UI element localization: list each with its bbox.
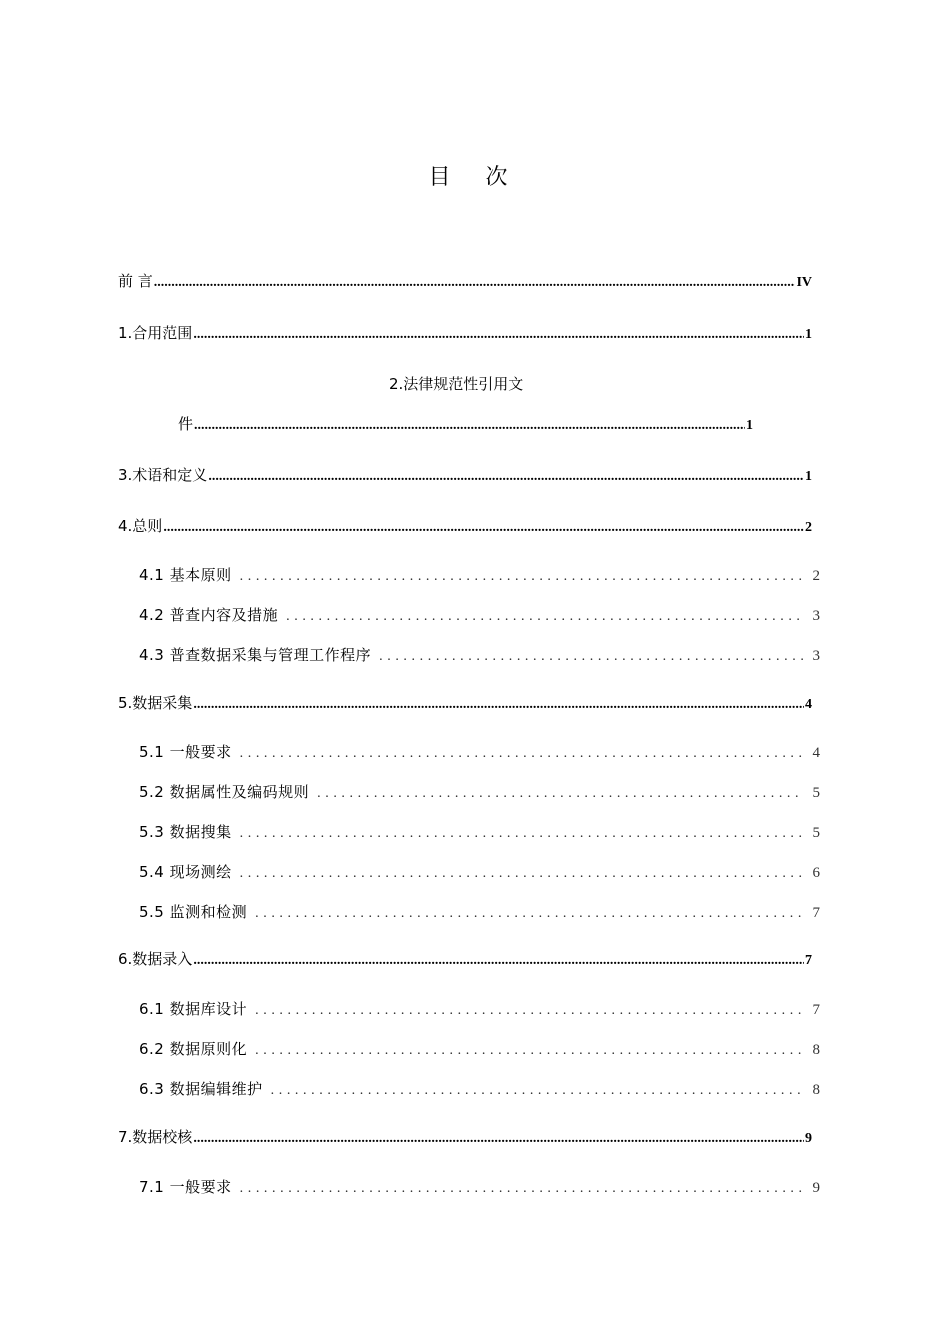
toc-entry-6-2[interactable]	[139, 1037, 820, 1061]
toc-label: 4.1 基本原则	[139, 566, 232, 584]
dot-leader	[194, 414, 745, 438]
dot-leader	[240, 565, 803, 589]
toc-entry-5[interactable]	[118, 691, 812, 715]
toc-page-number: 3	[812, 648, 820, 664]
toc-entry-5-4[interactable]	[139, 860, 820, 884]
toc-entry-5-5[interactable]	[139, 900, 820, 924]
dot-leader	[193, 1127, 804, 1151]
toc-label: 4.总则	[118, 517, 163, 535]
dot-leader	[255, 1039, 802, 1063]
toc-label: 1.合用范围	[118, 324, 193, 342]
toc-page-number: 1	[746, 418, 753, 433]
toc-entry-6[interactable]	[118, 947, 812, 971]
toc-entry-4[interactable]	[118, 514, 812, 538]
toc-page-number: 2	[812, 568, 820, 584]
toc-label: 5.4 现场测绘	[139, 863, 232, 881]
toc-label: 5.数据采集	[118, 694, 193, 712]
toc-page-number: IV	[796, 275, 812, 290]
toc-label: 5.5 监测和检测	[139, 903, 248, 921]
toc-entry-3[interactable]	[118, 463, 812, 487]
toc-label: 6.2 数据原则化	[139, 1040, 248, 1058]
dot-leader	[163, 516, 804, 540]
toc-page-number: 8	[812, 1082, 820, 1098]
toc-page-number: 4	[805, 697, 812, 712]
toc-label: 5.1 一般要求	[139, 743, 232, 761]
dot-leader	[379, 645, 802, 669]
dot-leader	[193, 949, 804, 973]
dot-leader	[271, 1079, 803, 1103]
toc-entry-5-2[interactable]	[139, 780, 820, 804]
toc-page-number: 8	[812, 1042, 820, 1058]
dot-leader	[286, 605, 802, 629]
dot-leader	[240, 822, 803, 846]
toc-page-number: 7	[805, 953, 812, 968]
toc-label: 6.3 数据编辑维护	[139, 1080, 263, 1098]
toc-entry-7[interactable]	[118, 1125, 812, 1149]
toc-entry-5-1[interactable]	[139, 740, 820, 764]
toc-page-number: 3	[812, 608, 820, 624]
toc-page-number: 2	[805, 520, 812, 535]
dot-leader	[255, 902, 802, 926]
toc-label: 6.数据录入	[118, 950, 193, 968]
toc-entry-preface[interactable]	[118, 269, 812, 293]
toc-label: 4.3 普查数据采集与管理工作程序	[139, 646, 372, 664]
toc-page-number: 5	[812, 785, 820, 801]
toc-page-number: 5	[812, 825, 820, 841]
toc-entry-5-3[interactable]	[139, 820, 820, 844]
toc-page-number: 9	[805, 1131, 812, 1146]
dot-leader	[240, 862, 803, 886]
toc-entry-6-3[interactable]	[139, 1077, 820, 1101]
toc-entry-2-line2[interactable]	[178, 412, 753, 436]
toc-label: 件	[178, 415, 194, 433]
dot-leader	[240, 1177, 803, 1201]
dot-leader	[255, 999, 802, 1023]
toc-label: 4.2 普查内容及措施	[139, 606, 279, 624]
toc-label: 7.1 一般要求	[139, 1178, 232, 1196]
toc-page-number: 9	[812, 1180, 820, 1196]
dot-leader	[193, 693, 804, 717]
toc-page-number: 4	[812, 745, 820, 761]
toc-entry-4-3[interactable]	[139, 643, 820, 667]
toc-label: 5.3 数据搜集	[139, 823, 232, 841]
dot-leader	[240, 742, 803, 766]
toc-label: 6.1 数据库设计	[139, 1000, 248, 1018]
dot-leader	[154, 271, 796, 295]
toc-entry-4-1[interactable]	[139, 563, 820, 587]
toc-entry-4-2[interactable]	[139, 603, 820, 627]
dot-leader	[317, 782, 802, 806]
toc-page-number: 1	[805, 327, 812, 342]
toc-entry-2-line1[interactable]: 2.法律规范性引用文	[389, 375, 524, 393]
toc-page-number: 1	[805, 469, 812, 484]
toc-entry-7-1[interactable]	[139, 1175, 820, 1199]
toc-page-number: 6	[812, 865, 820, 881]
toc-label: 7.数据校核	[118, 1128, 193, 1146]
dot-leader	[208, 465, 804, 489]
toc-label: 前 言	[118, 272, 153, 290]
document-title: 目 次	[428, 165, 522, 190]
toc-label: 3.术语和定义	[118, 466, 208, 484]
toc-label: 5.2 数据属性及编码规则	[139, 783, 310, 801]
toc-page-number: 7	[812, 1002, 820, 1018]
toc-entry-6-1[interactable]	[139, 997, 820, 1021]
toc-entry-1[interactable]	[118, 321, 812, 345]
dot-leader	[193, 323, 804, 347]
toc-page-number: 7	[812, 905, 820, 921]
